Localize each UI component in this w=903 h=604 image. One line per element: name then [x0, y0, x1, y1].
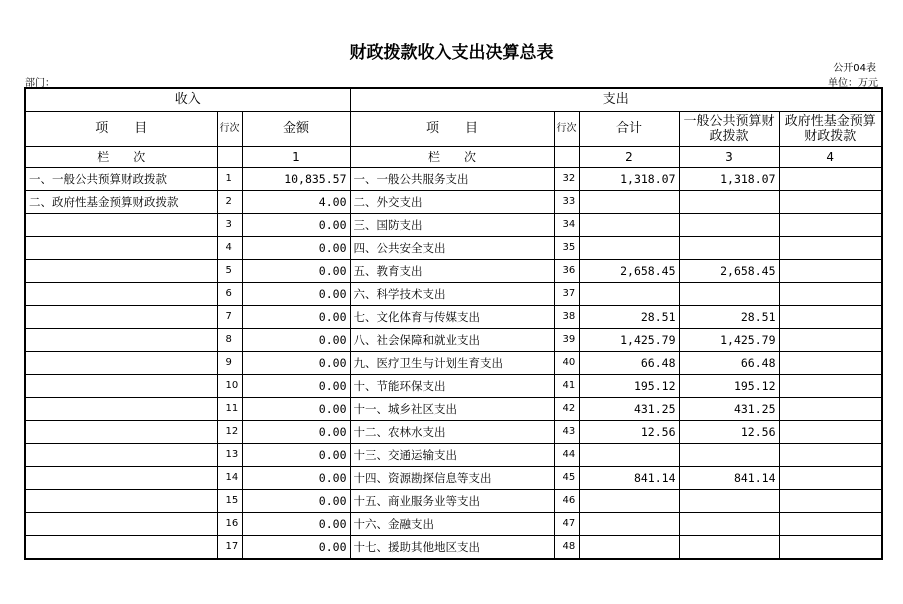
- income-amount: 0.00: [242, 329, 350, 352]
- income-item-name: [25, 467, 217, 490]
- general-budget-header: 一般公共预算财政拨款: [679, 112, 779, 147]
- fund-budget-amount: [779, 375, 882, 398]
- expense-line-no: 42: [554, 398, 579, 421]
- general-budget-amount: 1,318.07: [679, 168, 779, 191]
- expense-line-no: 47: [554, 513, 579, 536]
- expense-item-name: 九、医疗卫生与计划生育支出: [350, 352, 554, 375]
- expense-item-name: 十六、金融支出: [350, 513, 554, 536]
- expense-line-header: 行次: [554, 112, 579, 147]
- income-line-no: 10: [217, 375, 242, 398]
- table-row: [25, 214, 882, 237]
- table-row: [25, 421, 882, 444]
- table-row: [25, 375, 882, 398]
- expense-total: [579, 513, 679, 536]
- income-amount: 0.00: [242, 490, 350, 513]
- general-budget-amount: 12.56: [679, 421, 779, 444]
- expense-item-name: 十一、城乡社区支出: [350, 398, 554, 421]
- income-amount: 0.00: [242, 513, 350, 536]
- income-amount: 0.00: [242, 375, 350, 398]
- general-budget-amount: 2,658.45: [679, 260, 779, 283]
- income-line-no: 6: [217, 283, 242, 306]
- income-item-name: [25, 490, 217, 513]
- expense-total: [579, 536, 679, 560]
- expense-item-name: 八、社会保障和就业支出: [350, 329, 554, 352]
- fund-budget-amount: [779, 306, 882, 329]
- expense-column-label: 栏 次: [350, 147, 554, 168]
- general-budget-amount: [679, 191, 779, 214]
- income-item-name: [25, 237, 217, 260]
- income-item-name: [25, 283, 217, 306]
- expense-item-name: 十五、商业服务业等支出: [350, 490, 554, 513]
- expense-line-no: 36: [554, 260, 579, 283]
- expense-line-no: 38: [554, 306, 579, 329]
- expense-total: 2,658.45: [579, 260, 679, 283]
- col1-index: 1: [242, 147, 350, 168]
- fund-budget-amount: [779, 260, 882, 283]
- expense-total: [579, 237, 679, 260]
- expense-line-no: 45: [554, 467, 579, 490]
- expense-line-no: 41: [554, 375, 579, 398]
- fund-budget-amount: [779, 214, 882, 237]
- table-row: [25, 444, 882, 467]
- general-budget-amount: [679, 283, 779, 306]
- income-item-name: [25, 444, 217, 467]
- expense-line-no: 33: [554, 191, 579, 214]
- expense-item-name: 一、一般公共服务支出: [350, 168, 554, 191]
- income-item-name: [25, 398, 217, 421]
- expense-total: 431.25: [579, 398, 679, 421]
- income-line-no: 17: [217, 536, 242, 560]
- expense-total: 195.12: [579, 375, 679, 398]
- income-amount: 0.00: [242, 467, 350, 490]
- general-budget-amount: [679, 513, 779, 536]
- income-line-no: 2: [217, 191, 242, 214]
- fund-budget-amount: [779, 283, 882, 306]
- expense-total: [579, 283, 679, 306]
- general-budget-amount: [679, 490, 779, 513]
- fund-budget-amount: [779, 421, 882, 444]
- fund-budget-amount: [779, 490, 882, 513]
- expense-item-name: 十七、援助其他地区支出: [350, 536, 554, 560]
- income-line-header: 行次: [217, 112, 242, 147]
- general-budget-amount: 28.51: [679, 306, 779, 329]
- table-row: [25, 168, 882, 191]
- income-amount: 0.00: [242, 444, 350, 467]
- fund-budget-amount: [779, 191, 882, 214]
- general-budget-amount: [679, 444, 779, 467]
- expense-line-no: 39: [554, 329, 579, 352]
- table-row: [25, 237, 882, 260]
- table-row: [25, 536, 882, 560]
- table-row: [25, 283, 882, 306]
- income-item-name: [25, 306, 217, 329]
- col3-index: 3: [679, 147, 779, 168]
- income-item-name: [25, 214, 217, 237]
- income-line-no: 14: [217, 467, 242, 490]
- income-line-no: 8: [217, 329, 242, 352]
- column-index-row: [25, 147, 882, 168]
- expense-total: 66.48: [579, 352, 679, 375]
- expense-line-no: 48: [554, 536, 579, 560]
- income-amount: 0.00: [242, 536, 350, 560]
- expense-total: [579, 191, 679, 214]
- income-line-no: 1: [217, 168, 242, 191]
- income-amount: 4.00: [242, 191, 350, 214]
- expense-total: 1,425.79: [579, 329, 679, 352]
- total-header: 合计: [579, 112, 679, 147]
- col4-index: 4: [779, 147, 882, 168]
- income-line-no: 16: [217, 513, 242, 536]
- section-header-row: [25, 88, 882, 112]
- table-row: [25, 490, 882, 513]
- column-header-row: [25, 112, 882, 147]
- income-amount: 0.00: [242, 421, 350, 444]
- expense-total: [579, 214, 679, 237]
- income-line-no: 5: [217, 260, 242, 283]
- expense-line-index: [554, 147, 579, 168]
- expense-line-no: 44: [554, 444, 579, 467]
- expense-item-name: 七、文化体育与传媒支出: [350, 306, 554, 329]
- income-line-no: 11: [217, 398, 242, 421]
- general-budget-amount: 841.14: [679, 467, 779, 490]
- expense-line-no: 37: [554, 283, 579, 306]
- income-item-name: [25, 421, 217, 444]
- expense-line-no: 35: [554, 237, 579, 260]
- income-item-name: 二、政府性基金预算财政拨款: [25, 191, 217, 214]
- income-line-no: 4: [217, 237, 242, 260]
- expense-line-no: 34: [554, 214, 579, 237]
- col2-index: 2: [579, 147, 679, 168]
- table-row: [25, 513, 882, 536]
- page-title: 财政拨款收入支出决算总表: [349, 43, 554, 63]
- general-budget-amount: [679, 536, 779, 560]
- income-line-index: [217, 147, 242, 168]
- unit-label: 单位：万元: [828, 78, 878, 89]
- fund-budget-amount: [779, 467, 882, 490]
- general-budget-amount: 431.25: [679, 398, 779, 421]
- income-item-name: [25, 536, 217, 560]
- expense-item-name: 六、科学技术支出: [350, 283, 554, 306]
- fund-budget-header: 政府性基金预算财政拨款: [779, 112, 882, 147]
- fund-budget-amount: [779, 444, 882, 467]
- expense-item-name: 十、节能环保支出: [350, 375, 554, 398]
- income-line-no: 12: [217, 421, 242, 444]
- expense-item-name: 三、国防支出: [350, 214, 554, 237]
- income-line-no: 13: [217, 444, 242, 467]
- fund-budget-amount: [779, 536, 882, 560]
- expense-total: [579, 444, 679, 467]
- income-item-name: [25, 260, 217, 283]
- income-header: 收入: [25, 88, 350, 112]
- fund-budget-amount: [779, 329, 882, 352]
- table-row: [25, 467, 882, 490]
- table-row: [25, 398, 882, 421]
- fund-budget-amount: [779, 513, 882, 536]
- expense-total: 1,318.07: [579, 168, 679, 191]
- expense-line-no: 46: [554, 490, 579, 513]
- expense-line-no: 40: [554, 352, 579, 375]
- department-label: 部门：: [25, 78, 55, 89]
- income-line-no: 7: [217, 306, 242, 329]
- income-item-header: 项 目: [25, 112, 217, 147]
- general-budget-amount: 1,425.79: [679, 329, 779, 352]
- income-item-name: [25, 352, 217, 375]
- income-amount: 0.00: [242, 352, 350, 375]
- income-line-no: 9: [217, 352, 242, 375]
- income-amount: 0.00: [242, 237, 350, 260]
- expense-total: 28.51: [579, 306, 679, 329]
- expense-item-name: 十三、交通运输支出: [350, 444, 554, 467]
- income-amount: 10,835.57: [242, 168, 350, 191]
- expense-header: 支出: [350, 88, 882, 112]
- expense-total: [579, 490, 679, 513]
- expense-total: 12.56: [579, 421, 679, 444]
- expense-line-no: 32: [554, 168, 579, 191]
- form-code: 公开04表: [833, 63, 876, 74]
- fund-budget-amount: [779, 237, 882, 260]
- fund-budget-amount: [779, 398, 882, 421]
- table-row: [25, 352, 882, 375]
- table-row: [25, 191, 882, 214]
- income-amount: 0.00: [242, 398, 350, 421]
- income-amount: 0.00: [242, 306, 350, 329]
- expense-item-name: 二、外交支出: [350, 191, 554, 214]
- expense-item-name: 五、教育支出: [350, 260, 554, 283]
- expense-item-name: 四、公共安全支出: [350, 237, 554, 260]
- general-budget-amount: [679, 237, 779, 260]
- general-budget-amount: [679, 214, 779, 237]
- expense-item-header: 项 目: [350, 112, 554, 147]
- income-amount: 0.00: [242, 260, 350, 283]
- expense-line-no: 43: [554, 421, 579, 444]
- fund-budget-amount: [779, 352, 882, 375]
- income-item-name: [25, 329, 217, 352]
- table-row: [25, 306, 882, 329]
- expense-item-name: 十四、资源勘探信息等支出: [350, 467, 554, 490]
- income-line-no: 3: [217, 214, 242, 237]
- income-amount: 0.00: [242, 283, 350, 306]
- income-item-name: 一、一般公共预算财政拨款: [25, 168, 217, 191]
- expense-total: 841.14: [579, 467, 679, 490]
- income-item-name: [25, 513, 217, 536]
- expense-item-name: 十二、农林水支出: [350, 421, 554, 444]
- income-amount: 0.00: [242, 214, 350, 237]
- budget-table: [24, 87, 883, 560]
- general-budget-amount: 66.48: [679, 352, 779, 375]
- general-budget-amount: 195.12: [679, 375, 779, 398]
- income-item-name: [25, 375, 217, 398]
- income-line-no: 15: [217, 490, 242, 513]
- amount-header: 金额: [242, 112, 350, 147]
- income-column-label: 栏 次: [25, 147, 217, 168]
- table-row: [25, 329, 882, 352]
- fund-budget-amount: [779, 168, 882, 191]
- table-row: [25, 260, 882, 283]
